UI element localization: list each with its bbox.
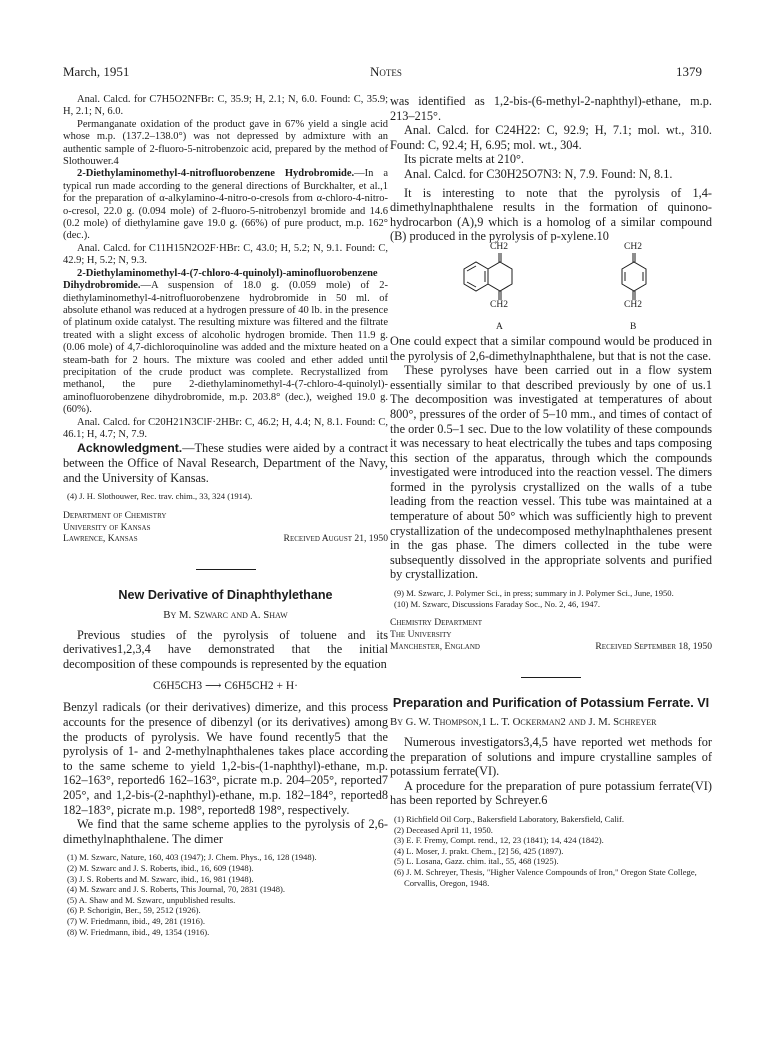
picrate-mp: Its picrate melts at 210°.: [404, 152, 524, 167]
analysis-3: Anal. Calcd. for C20H21N3ClF·2HBr: C, 46.2; H, 4.4; N, 8.1. Found: C, 46.1; H, 4.7; N, 7.9.: [63, 416, 388, 440]
footnote: (5) A. Shaw and M. Szwarc, unpublished results.: [67, 894, 236, 905]
footnote-9: (9) M. Szwarc, J. Polymer Sci., in press; summary in J. Polymer Sci., June, 1950.: [394, 588, 674, 599]
footnote: (4) M. Szwarc and J. S. Roberts, This Journal, 70, 2831 (1948).: [67, 884, 286, 895]
section-divider: [521, 677, 581, 678]
intro-paragraph: Previous studies of the pyrolysis of toluene and its derivatives1,2,3,4 have demonstrated that the initial decomposition of these compounds is represented by the equation: [63, 627, 388, 671]
footnote: (1) M. Szwarc, Nature, 160, 403 (1947); J. Chem. Phys., 16, 128 (1948).: [67, 852, 317, 863]
footnote-4: (4) J. H. Slothouwer, Rec. trav. chim., 33, 324 (1914).: [67, 491, 253, 502]
right-column: [390, 94, 712, 888]
page-number: 1379: [676, 64, 702, 79]
paragraph-quinono: It is interesting to note that the pyrolysis of 1,4-dimethylnaphthalene results in the formation of quinono-hydrocarbon (A),9 which is a homolog of a similar compound (B) produced in the pyrolysis of p-xylene.10: [390, 185, 712, 244]
structures-a-b-drawing: [390, 241, 712, 316]
footnote-10: (10) M. Szwarc, Discussions Faraday Soc., No. 2, 46, 1947.: [394, 598, 600, 609]
footnote: (8) W. Friedmann, ibid., 49, 1354 (1916).: [67, 926, 210, 937]
footnote: (2) M. Szwarc and J. S. Roberts, ibid., 16, 609 (1948).: [67, 862, 254, 873]
article-title: New Derivative of Dinaphthylethane: [118, 588, 333, 603]
left-column: [63, 94, 388, 937]
footnote: (1) Richfield Oil Corp., Bakersfield Laboratory, Bakersfield, Calif.: [394, 814, 624, 825]
paragraph-apparatus: These pyrolyses have been carried out in a flow system essentially similar to that described previously by one of us.1 The decomposition was investigated at temperatures of about 800°, pressures of the order of 5–10 mm., and times of contact of the order 0.5–1 sec. Due to the low volatility of these compounds it was necessary to heat electrically the tubes and taps composing this section of the apparatus, through which the compounds investigated were introduced into the reaction vessel. The dimers formed in the pyrolysis crystallized on the walls of a tube leading from the reaction vessel. This tube was maintained at a temperature of about 50° which was sufficiently high to prevent crystallization of the undecomposed methylnaphthalenes present in the gas phase. The dimers collected in the tube were subsequently dissolved in the appropriate solvents and purified by crystallization.: [390, 363, 712, 582]
section-divider: [196, 569, 256, 570]
analysis-dimer: Anal. Calcd. for C24H22: C, 92.9; H, 7.1; mol. wt., 310. Found: C, 92.4; H, 6.95; mol. wt., 304.: [390, 123, 712, 152]
footnotes-right-1: [390, 588, 712, 609]
running-header-section: Notes: [370, 64, 402, 79]
acknowledgment: Acknowledgment.—These studies were aided by a contract between the Office of Naval Research, Department of the Navy, and the University of Kansas.: [63, 441, 388, 485]
affiliation-kansas: Department of Chemistry University of Kansas Lawrence, Kansas Received August 21, 1950: [63, 509, 388, 545]
reaction-equation: C6H5CH3 ⟶ C6H5CH2 + H·: [152, 680, 298, 693]
footnotes-left: [63, 852, 388, 937]
byline: By M. Szwarc and A. Shaw: [163, 608, 288, 621]
footnote: (6) P. Schorigin, Ber., 59, 2512 (1926).: [67, 905, 201, 916]
footnote: (6) J. M. Schreyer, Thesis, "Higher Valence Compounds of Iron," Oregon State College, Corvallis, Oregon, 1948.: [394, 867, 697, 888]
byline: By G. W. Thompson,1 L. T. Ockerman2 and J. M. Schreyer: [390, 716, 657, 729]
analysis-2: Anal. Calcd. for C11H15N2O2F·HBr: C, 43.0; H, 5.2; N, 9.1. Found: C, 42.9; H, 5.2; N, 9.3.: [63, 242, 388, 267]
footnote: (5) L. Losana, Gazz. chim. ital., 55, 468 (1925).: [394, 856, 559, 867]
footnote: (4) L. Moser, J. prakt. Chem., [2] 56, 425 (1897).: [394, 845, 564, 856]
ch2-label: CH2: [490, 299, 508, 310]
ch2-label: CH2: [624, 241, 642, 252]
paragraph-expectation: One could expect that a similar compound would be produced in the pyrolysis of 2,6-dimethylnaphthalene, but that is not the case.: [390, 333, 712, 363]
footnote: (7) W. Friedmann, ibid., 49, 281 (1916).: [67, 915, 205, 926]
paragraph-oxidation: Permanganate oxidation of the product gave in 67% yield a single acid whose m.p. (137.2–138.0°) was not depressed by admixture with an authentic sample of 2-fluoro-5-nitrobenzoic acid, prepared by the method of Slothouwer.4: [63, 118, 388, 168]
structure-label-b: B: [630, 321, 637, 332]
body-paragraph-2: We find that the same scheme applies to the pyrolysis of 2,6-dimethylnaphthalene. The dimer: [63, 817, 388, 846]
body-paragraph-1: Benzyl radicals (or their derivatives) dimerize, and this process accounts for the presence of dibenzyl (or its derivatives) among the products of pyrolysis. We have found recently5 that the pyrolysis of 1- and 2-methylnaphthalenes takes place according to the same scheme to yield 1,2-bis-(1-naphthyl)-ethane, m.p. 162–163°, reported6 162–163°, picrate m.p. 204–205°, reported7 205°, and 1,2-bis-(2-naphthyl)-ethane, m.p. 182–184°, reported8 182–183°, picrate m.p. 198°, reported8 198°, respectively.: [63, 700, 388, 817]
structure-label-a: A: [496, 321, 503, 332]
identification: was identified as 1,2-bis-(6-methyl-2-naphthyl)-ethane, m.p. 213–215°.: [390, 94, 712, 123]
footnotes-right-2: [390, 814, 712, 888]
running-header-date: March, 1951: [63, 64, 130, 79]
received-date: Received September 18, 1950: [595, 640, 712, 652]
received-date: Received August 21, 1950: [283, 533, 388, 545]
footnote: (2) Deceased April 11, 1950.: [394, 824, 493, 835]
structure-labels: [390, 322, 712, 334]
footnote: (3) J. S. Roberts and M. Szwarc, ibid., 16, 981 (1948).: [67, 873, 254, 884]
compound-heading-1: 2-Diethylaminomethyl-4-nitrofluorobenzene Hydrobromide.: [77, 168, 355, 180]
analysis-picrate: Anal. Calcd. for C30H25O7N3: N, 7.9. Found: N, 8.1.: [404, 166, 673, 181]
article-title: Preparation and Purification of Potassium Ferrate. VI: [392, 695, 710, 710]
paragraph-dihydrobromide: 2-Diethylaminomethyl-4-(7-chloro-4-quinolyl)-aminofluorobenzene Dihydrobromide.—A suspension of 18.0 g. (0.059 mole) of 2-diethylaminomethyl-4-nitrofluorobenzene hydrobromide in 50 ml. of absolute ethanol was reduced at a hydrogen pressure of 40 lb. in the presence of platinum oxide catalyst. The resulting mixture was filtered and the filtrate treated with a slight excess of alcoholic hydrogen bromide. Then 11.9 g. (0.06 mole) of 4,7-dichloroquinoline was added and the mixture heated on a steam-bath for 2 hours. The mixture was cooled and ether added until precipitation of the crude product was complete. Recrystallized from methanol, the pure 2-diethylaminomethyl-4-(7-chloro-4-quinolyl)-aminofluorobenzene dihydrobromide, m.p. 203.8° (dec.), weighed 19.0 g. (60%).: [63, 267, 388, 416]
structure-figure: [390, 241, 712, 322]
ch2-label: CH2: [624, 299, 642, 310]
footnote: (3) E. F. Fremy, Compt. rend., 12, 23 (1841); 14, 424 (1842).: [394, 835, 604, 846]
affiliation-manchester: Chemistry Department The University Manchester, England Received September 18, 1950: [390, 617, 712, 652]
intro-paragraph: Numerous investigators3,4,5 have reported wet methods for the preparation of solutions and impure crystalline samples of potassium ferrate(VI).: [390, 735, 712, 779]
analysis-1: Anal. Calcd. for C7H5O2NFBr: C, 35.9; H, 2.1; N, 6.0. Found: C, 35.9; H, 2.1; N, 6.0.: [63, 94, 388, 118]
procedure-paragraph: A procedure for the preparation of pure potassium ferrate(VI) has been reported by Schreyer.6: [390, 778, 712, 808]
paragraph-hydrobromide: 2-Diethylaminomethyl-4-nitrofluorobenzene Hydrobromide.—In a typical run made according to the general directions of Burckhalter, et al.,1 for the preparation of α-alkylamino-4-nitro-o-cresols from α-chloro-4-nitro-o-cresol, 22.0 g. (0.094 mole) of 2-fluoro-5-nitrobenzyl bromide and 14.6 (0.2 mole) of diethylamine gave 19.0 g. (66%) of pure product, m.p. 162° (dec.).: [63, 168, 388, 242]
compound-heading-2: 2-Diethylaminomethyl-4-(7-chloro-4-quinolyl)-aminofluorobenzene Dihydrobromide.: [63, 267, 378, 292]
ch2-label: CH2: [490, 241, 508, 252]
